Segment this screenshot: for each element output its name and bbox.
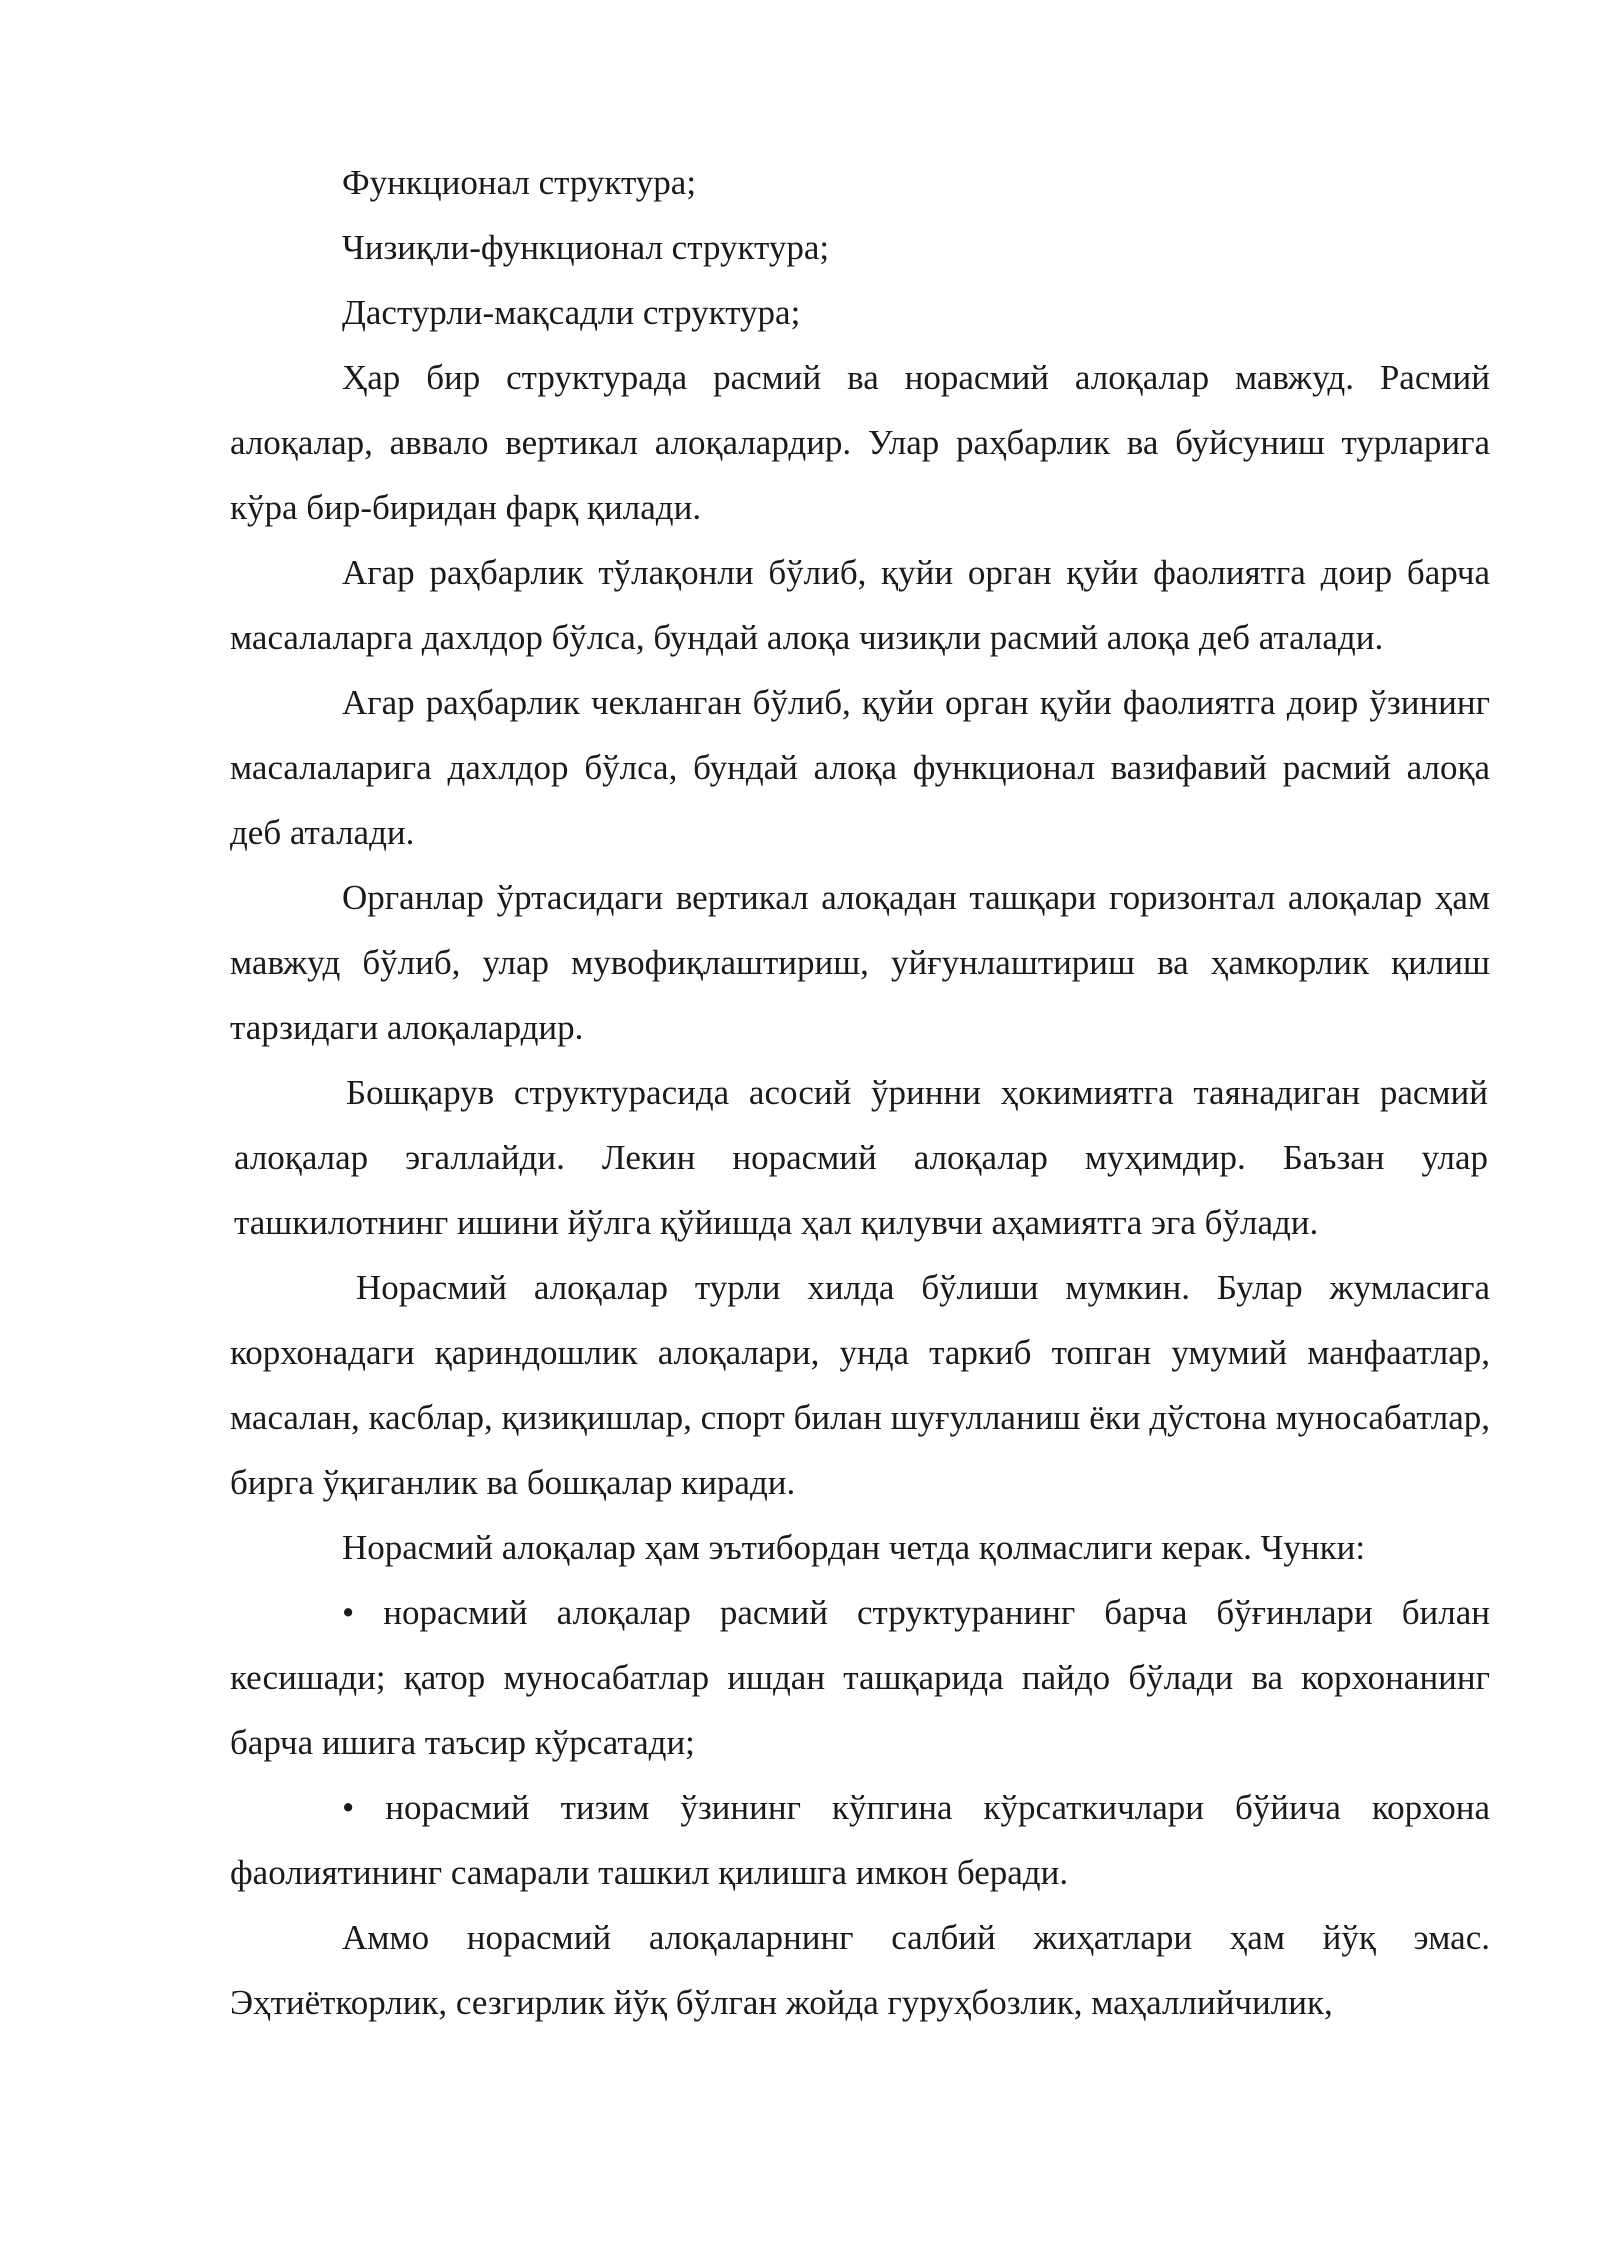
paragraph-management-structure: Бошқарув структурасида асосий ўринни ҳокимиятга таянадиган расмий алоқалар эгаллайди. Лекин норасмий алоқалар муҳимдир. Баъзан улар ташкилотнинг ишини йўлга қўйишда ҳал қилувчи аҳамиятга эга бўлади. [234,1073,1488,1242]
paragraph-informal-types: Норасмий алоқалар турли хилда бўлиши мумкин. Булар жумласига корхонадаги қариндошлик алоқалари, унда таркиб топган умумий манфаатлар, масалан, касблар, қизиқишлар, спорт билан шуғулланиш ёки дўстона муносабатлар, бирга ўқиганлик ва бошқалар киради. [230,1268,1490,1502]
paragraph-functional-formal-relation: Агар раҳбарлик чекланган бўлиб, қуйи орган қуйи фаолиятга доир ўзининг масалаларига дахлдор бўлса, бундай алоқа функционал вазифавий расмий алоқа деб аталади. [230,683,1490,852]
list-item-informal-system: • норасмий тизим ўзининг кўпгина кўрсаткичлари бўйича корхона фаолиятининг самарали ташкил қилишга имкон беради. [230,1788,1490,1892]
structure-item-functional: Функционал структура; [342,163,697,202]
paragraph-informal-negative: Аммо норасмий алоқаларнинг салбий жиҳатлари ҳам йўқ эмас. Эҳтиёткорлик, сезгирлик йўқ бўлган жойда гуруҳбозлик, маҳаллийчилик, [230,1918,1490,2022]
structure-item-linear-functional: Чизиқли-функционал структура; [342,228,830,267]
structure-item-program-target: Дастурли-мақсадли структура; [342,293,801,332]
list-item-informal-intersect: • норасмий алоқалар расмий структуранинг барча бўғинлари билан кесишади; қатор муносабатлар ишдан ташқарида пайдо бўлади ва корхонанинг барча ишига таъсир кўрсатади; [230,1593,1490,1762]
paragraph-formal-informal-relations: Ҳар бир структурада расмий ва норасмий алоқалар мавжуд. Расмий алоқалар, аввало вертикал алоқалардир. Улар раҳбарлик ва буйсуниш турларига кўра бир-биридан фарқ қилади. [230,358,1490,527]
paragraph-linear-formal-relation: Агар раҳбарлик тўлақонли бўлиб, қуйи орган қуйи фаолиятга доир барча масалаларга дахлдор бўлса, бундай алоқа чизиқли расмий алоқа деб аталади. [230,553,1490,657]
paragraph-horizontal-relations: Органлар ўртасидаги вертикал алоқадан ташқари горизонтал алоқалар ҳам мавжуд бўлиб, улар мувофиқлаштириш, уйғунлаштириш ва ҳамкорлик қилиш тарзидаги алоқалардир. [230,878,1490,1047]
paragraph-informal-attention: Норасмий алоқалар ҳам эътибордан четда қолмаслиги керак. Чунки: [342,1528,1366,1567]
document-body [230,150,1490,2035]
